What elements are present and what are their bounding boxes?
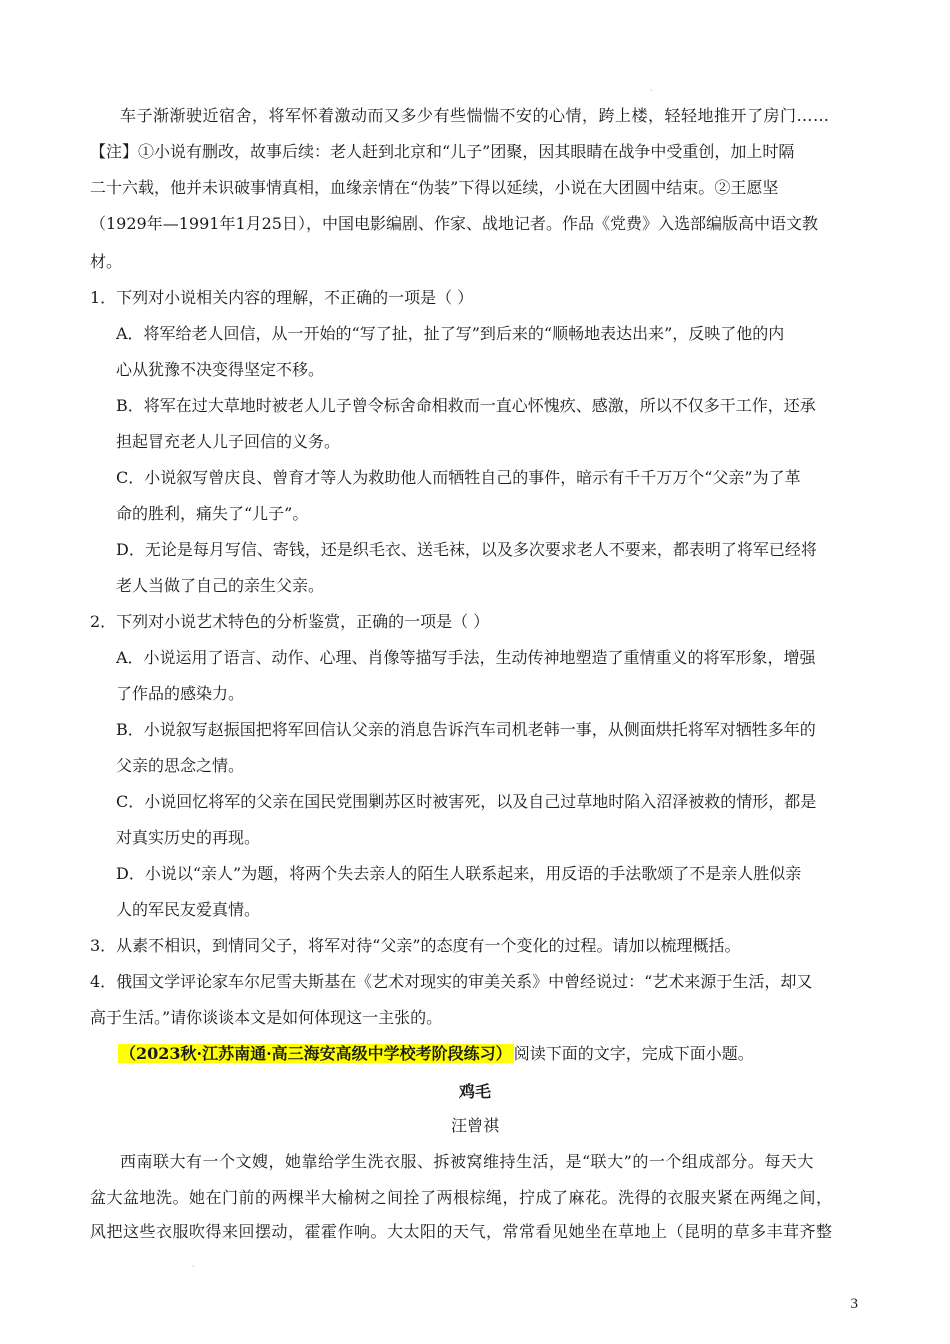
body-line: 风把这些衣服吹得来回摆动，霍霍作响。大太阳的天气，常常看见她坐在草地上（昆明的草多丰茸齐整 [90,1222,833,1241]
question-4: 4．俄国文学评论家车尔尼雪夫斯基在《艺术对现实的审美关系》中曾经说过：“艺术来源于生活，却又 [90,972,813,991]
option-1b: B．将军在过大草地时被老人儿子曾令标舍命相救而一直心怀愧疚、感激，所以不仅多干工作，还承 [116,396,816,415]
option-2d: D．小说以“亲人”为题，将两个失去亲人的陌生人联系起来，用反语的手法歌颂了不是亲人胜似亲 [116,864,802,883]
option-2a-cont: 了作品的感染力。 [116,684,245,703]
article-author: 汪曾祺 [450,1116,499,1135]
note-line: （1929年—1991年1月25日），中国电影编剧、作家、战地记者。作品《党费》入选部编版高中语文教 [90,214,818,233]
source-tag: （2023秋·江苏南通·高三海安高级中学校考阶段练习） [120,1044,512,1063]
body-line: 盆大盆地洗。她在门前的两棵半大榆树之间拴了两根棕绳，拧成了麻花。洗得的衣服夹紧在两绳之间， [90,1188,833,1207]
option-2c: C．小说回忆将军的父亲在国民党围剿苏区时被害死，以及自己过草地时陷入沼泽被救的情形，都是 [116,792,817,811]
question-2: 2．下列对小说艺术特色的分析鉴赏，正确的一项是（ ） [90,612,490,631]
option-2d-cont: 人的军民友爱真情。 [116,900,261,919]
question-3: 3．从素不相识，到情同父子，将军对待“父亲”的态度有一个变化的过程。请加以梳理概括。 [90,936,741,955]
note-line: 材。 [90,252,123,271]
article-title: 鸡毛 [458,1082,491,1101]
option-1b-cont: 担起冒充老人儿子回信的义务。 [116,432,341,451]
option-2a: A．小说运用了语言、动作、心理、肖像等描写手法，生动传神地塑造了重情重义的将军形象，增强 [116,648,816,667]
speck: · [192,1262,195,1271]
source-instruction: 阅读下面的文字，完成下面小题。 [513,1044,754,1063]
speck: · [650,86,653,95]
option-2b-cont: 父亲的思念之情。 [116,756,245,775]
question-4-cont: 高于生活。”请你谈谈本文是如何体现这一主张的。 [90,1008,443,1027]
page-number: 3 [850,1296,858,1312]
note-line: 【注】①小说有删改，故事后续：老人赶到北京和“儿子”团聚，因其眼睛在战争中受重创，加上时隔 [90,142,795,161]
option-2b: B．小说叙写赵振国把将军回信认父亲的消息告诉汽车司机老韩一事，从侧面烘托将军对牺牲多年的 [116,720,816,739]
text-line: 车子渐渐驶近宿舍，将军怀着激动而又多少有些惴惴不安的心情，跨上楼，轻轻地推开了房门…… [120,106,830,125]
option-1d: D．无论是每月写信、寄钱，还是织毛衣、送毛袜，以及多次要求老人不要来，都表明了将军已经将 [116,540,817,559]
option-1d-cont: 老人当做了自己的亲生父亲。 [116,576,325,595]
option-1c: C．小说叙写曾庆良、曾育才等人为救助他人而牺牲自己的事件，暗示有千千万万个“父亲”为了革 [116,468,801,487]
body-line: 西南联大有一个文嫂，她靠给学生洗衣服、拆被窝维持生活，是“联大”的一个组成部分。每天大 [120,1152,814,1171]
option-1a-cont: 心从犹豫不决变得坚定不移。 [116,360,325,379]
option-1c-cont: 命的胜利，痛失了“儿子”。 [116,504,309,523]
question-1: 1．下列对小说相关内容的理解，不正确的一项是（ ） [90,288,474,307]
option-1a: A．将军给老人回信，从一开始的“写了扯，扯了写”到后来的“顺畅地表达出来”，反映了他的内 [116,324,785,343]
source-line [118,1042,860,1066]
option-2c-cont: 对真实历史的再现。 [116,828,261,847]
note-line: 二十六载，他并未识破事情真相，血缘亲情在“伪装”下得以延续，小说在大团圆中结束。②王愿坚 [90,178,779,197]
